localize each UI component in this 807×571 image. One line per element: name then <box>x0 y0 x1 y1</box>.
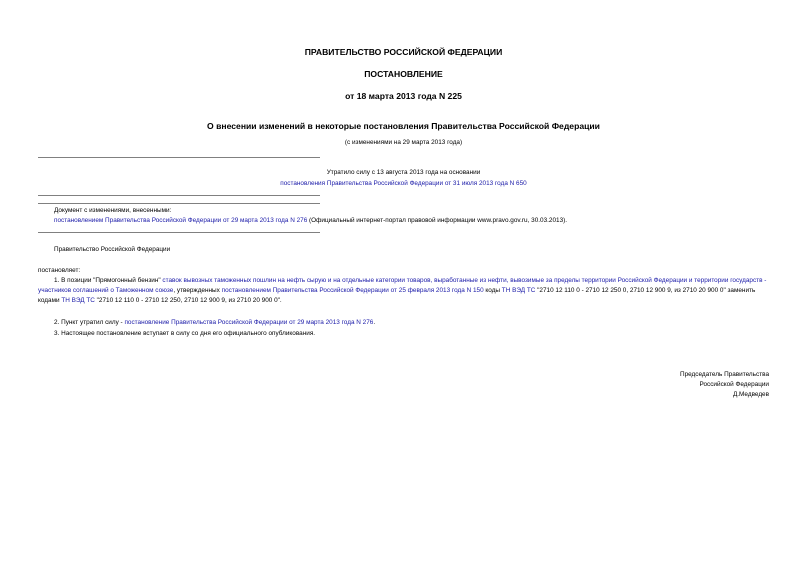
divider <box>38 195 320 196</box>
government-heading: ПРАВИТЕЛЬСТВО РОССИЙСКОЙ ФЕДЕРАЦИИ <box>304 47 503 57</box>
paragraph-1-text: "2710 12 110 0 - 2710 12 250 0, 2710 12 900 9, из 2710 20 900 0" заменить кодами <box>38 287 756 304</box>
status-text: Утратило силу с 13 августа 2013 года на основании <box>326 169 481 176</box>
tariff-rates-link[interactable]: ставок вывозных таможенных пошлин на нефть сырую и на отдельные категории товаров, выработанные из нефти, вывозимые за пределы территории Российской Федерации и территории государств - участников соглашений о Таможенном союзе <box>38 277 767 294</box>
paragraph-1-text: , утвержденных <box>173 287 222 294</box>
document-date-number: от 18 марта 2013 года N 225 <box>345 91 462 101</box>
decrees-word: постановляет: <box>38 267 81 274</box>
document-type: ПОСТАНОВЛЕНИЕ <box>364 69 443 79</box>
paragraph-1-text: 1. В позиции "Прямогонный бензин" <box>54 277 163 284</box>
paragraph-3: 3. Настоящее постановление вступает в силу со дня его официального опубликования. <box>54 330 316 337</box>
paragraph-1-text: коды <box>483 287 502 294</box>
changes-source: (Официальный интернет-портал правовой информации www.pravo.gov.ru, 30.03.2013). <box>307 217 568 224</box>
signature-name: Д.Медведев <box>732 391 769 398</box>
divider <box>38 203 320 204</box>
paragraph-1 <box>38 276 770 306</box>
changes-link[interactable]: постановлением Правительства Российской Федерации от 29 марта 2013 года N 276 <box>54 217 308 224</box>
issuing-body: Правительство Российской Федерации <box>54 246 171 253</box>
signature-title-2: Российской Федерации <box>699 381 769 388</box>
paragraph-1-text: "2710 12 110 0 - 2710 12 250, 2710 12 900 9, из 2710 20 900 0". <box>94 297 282 304</box>
changes-line <box>54 216 567 226</box>
repeal-link[interactable]: постановления Правительства Российской Федерации от 31 июля 2013 года N 650 <box>280 180 527 187</box>
paragraph-2 <box>54 318 375 328</box>
tn-ved-link[interactable]: ТН ВЭД ТС <box>501 287 536 294</box>
divider <box>38 232 320 233</box>
divider <box>38 157 320 158</box>
decree-276-link[interactable]: постановление Правительства Российской Федерации от 29 марта 2013 года N 276 <box>124 319 374 326</box>
tn-ved-link[interactable]: ТН ВЭД ТС <box>61 297 95 304</box>
document-title: О внесении изменений в некоторые постановления Правительства Российской Федерации <box>207 121 600 131</box>
amendment-note: (с изменениями на 29 марта 2013 года) <box>344 139 463 146</box>
changes-intro: Документ с изменениями, внесенными: <box>54 207 172 214</box>
paragraph-2-text: 2. Пункт утратил силу - <box>54 319 125 326</box>
paragraph-2-text: . <box>373 319 376 326</box>
signature-title: Председатель Правительства <box>680 371 769 378</box>
decree-150-link[interactable]: постановлением Правительства Российской Федерации от 25 февраля 2013 года N 150 <box>221 287 484 294</box>
